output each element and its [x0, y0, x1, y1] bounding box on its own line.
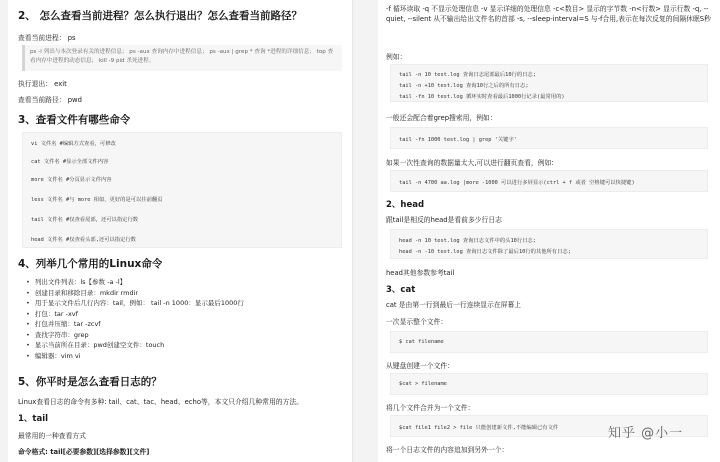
code-line: tail -n 4700 aa.log |more -1000 可以进行多屏显示(ctrl + f 或者 空格键可以快捷键) [399, 180, 635, 186]
create-file-text: 从键盘创建一个文件： [386, 362, 454, 370]
code-line: tail -n 10 test.log 查询日志尾部最后10行的日志; [399, 72, 536, 78]
grep-intro-text: 一般还会配合着grep搜索用，例如： [386, 114, 497, 122]
list-item: • 编辑器：vim vi [26, 351, 244, 362]
ps-note: ps -l 列出与本次登录有关的进程信息； ps -aux 查询内存中进程信息； ps -aux | grep * 查询 *进程的详细信息； top 查看内存中进程的动态信息； kill -9 pid 杀死进程。 [22, 45, 342, 71]
code-line: cat 文件名 #显示全部文件内容 [31, 159, 109, 165]
list-item: • 查找字符串：grep [26, 330, 244, 341]
code-line: less 文件名 #与 more 相似，更好的是可以往前翻页 [31, 197, 163, 203]
code-line: tail 文件名 #仅查看尾部，还可以指定行数 [31, 217, 139, 223]
merge-files-text: 将几个文件合并为一个文件： [386, 404, 475, 412]
view-process-text: 查看当前进程： ps [18, 34, 76, 42]
code-line: head -n -10 test.log 查询日志文件除了最后10行的其他所有日志; [399, 249, 571, 255]
watermark: 知乎 @小一 [608, 426, 684, 441]
code-line: $ cat filename [399, 339, 444, 345]
right-page [378, 0, 720, 462]
list-item: • 创建目录和移除目录：mkdir rmdir [26, 288, 244, 299]
head-desc-text: 跟tail是相反的head是看前多少行日志 [386, 216, 502, 224]
code-line: $cat file1 file2 > file 只能创建新文件,不能编辑已有文件 [399, 425, 559, 431]
list-item: • 打包并压缩：tar -zcvf [26, 319, 244, 330]
pwd-text: 查看当前路径： pwd [18, 96, 82, 104]
bulk-code-block [390, 170, 708, 192]
head-code-block [390, 229, 708, 259]
command-list [26, 277, 244, 361]
grep-code-block [390, 127, 708, 149]
code-line: head -n 10 test.log 查询日志文件中的头10行日志; [399, 238, 536, 244]
tail-common-text: 最常用的一种查看方式 [18, 432, 86, 440]
tail-options-text: -f 循环读取 -q 不显示处理信息 -v 显示详细的处理信息 -c<数目> 显示的字节数 -n<行数> 显示行数 -q, --quiet, --silent 从不输出给出文件名的首部 -s, --sleep-interval=S 与-f合用,表示在每次反复的间隔休眠S秒 [386, 5, 711, 23]
file-view-code-block [22, 132, 342, 248]
append-text: 将一个日志文件的内容追加到另外一个： [386, 446, 509, 454]
code-line: $cat > filename [399, 381, 447, 387]
code-line: vi 文件名 #编辑方式查看，可修改 [31, 141, 116, 147]
log-intro-text: Linux查看日志的命令有多种: tail、cat、tac、head、echo等，本文只介绍几种常用的方法。 [18, 398, 303, 406]
heading-cat: 3、cat [386, 285, 416, 295]
cmd-format-text: 命令格式: tail[必要参数][选择参数][文件] [18, 448, 150, 456]
heading-q4: 4、列举几个常用的Linux命令 [18, 258, 163, 270]
code-line: tail -fn 10 test.log 循环实时查看最后1000行记录(最常用的) [399, 94, 565, 100]
tail-code-block [390, 64, 708, 102]
left-page [8, 0, 353, 462]
list-item: • 列出文件列表：ls【参数 -a -l】 [26, 277, 244, 288]
cat-desc-text: cat 是由第一行到最后一行连续显示在屏幕上 [386, 301, 522, 309]
code-line: head 文件名 #仅查看头部,还可以指定行数 [31, 237, 136, 243]
code-line: more 文件名 #分页显示文件内容 [31, 177, 112, 183]
heading-q2: 2、 怎么查看当前进程？怎么执行退出？怎么查看当前路径？ [18, 10, 302, 22]
heading-q3: 3、查看文件有哪些命令 [18, 114, 131, 126]
example-label: 例如： [386, 53, 407, 61]
head-other-text: head其他参数参考tail [386, 269, 455, 277]
list-item: • 用于显示文件后几行内容：tail，例如： tail -n 1000：显示最后1000行 [26, 298, 244, 309]
heading-q5: 5、你平时是怎么查看日志的？ [18, 376, 162, 388]
heading-tail: 1、tail [18, 414, 49, 424]
list-item: • 打包：tar -xvf [26, 309, 244, 320]
show-whole-text: 一次显示整个文件： [386, 318, 448, 326]
code-line: tail -n +10 test.log 查询10行之后的所有日志; [399, 83, 529, 89]
heading-head: 2、head [386, 200, 425, 210]
cat-code-block-1 [390, 331, 708, 353]
cat-code-block-2 [390, 373, 708, 395]
bulk-intro-text: 如果一次性查询的数据量太大,可以进行翻页查看，例如: [386, 159, 554, 167]
list-item: • 显示当前所在目录：pwd创建空文件：touch [26, 340, 244, 351]
code-line: tail -fn 1000 test.log | grep '关键字' [399, 137, 517, 143]
exit-text: 执行退出： exit [18, 80, 67, 88]
